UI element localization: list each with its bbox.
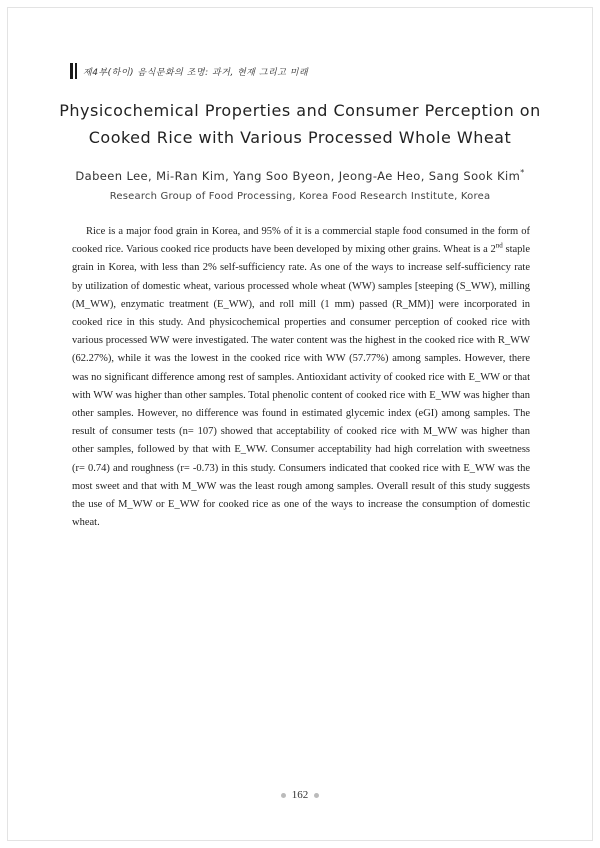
affiliation: Research Group of Food Processing, Korea Food Research Institute, Korea xyxy=(109,191,491,202)
series-title: 제4부(하이) 음식문화의 조명: 과거, 현재 그리고 미래 xyxy=(83,67,309,78)
authors-text: Dabeen Lee, Mi-Ran Kim, Yang Soo Byeon, Jeong-Ae Heo, Sang Sook Kim xyxy=(75,168,521,183)
bullet-dot-icon xyxy=(281,793,286,798)
title-line-1: Physicochemical Properties and Consumer Perception on xyxy=(59,101,541,120)
abstract-superscript: nd xyxy=(495,241,503,250)
page-number: 162 xyxy=(291,789,309,801)
author-list xyxy=(0,168,600,183)
corresponding-author-mark: * xyxy=(520,168,525,177)
abstract-part-2: staple grain in Korea, with less than 2% self-sufficiency rate. As one of the ways to increase self-sufficiency rate by utilization of domestic wheat, various processed whole wheat (WW) samples [steeping (S_WW), milling (M_WW), enzymatic treatment (E_WW), and roll mill (1 mm) passed (R_MM)] were incorporated in cooked rice in this study. And physicochemical properties and consumer perception of cooked rice with various processed WW were investigated. The water content was the highest in the cooked rice with R_WW (62.27%), while it was the lowest in the cooked rice with WW (57.77%) among samples. However, there was no significant difference among rest of samples. Antioxidant activity of cooked rice with E_WW or that with WW was higher than other samples. Total phenolic content of cooked rice with E_WW was higher than other samples. However, no difference was found in estimated glycemic index (eGI) among samples. The result of consumer tests (n= 107) showed that acceptability of cooked rice with M_WW was higher than other samples, followed by that with E_WW. Consumer acceptability had high correlation with sweetness (r= 0.74) and roughness (r= -0.73) in this study. Consumers indicated that cooked rice with E_WW was the most sweet and that with M_WW was the least rough among samples. Overall result of this study suggests the use of M_WW or E_WW for cooked rice as one of the ways to increase the consumption of domestic wheat. xyxy=(72,244,531,529)
running-header xyxy=(70,62,308,80)
paper-title xyxy=(0,97,600,151)
abstract-part-1: Rice is a major food grain in Korea, and 95% of it is a commercial staple food consumed in the form of cooked rice. Various cooked rice products have been developed by mixing other grains. Wheat is a 2 xyxy=(72,226,530,256)
abstract xyxy=(72,223,530,532)
header-bar-thin-icon xyxy=(75,63,77,79)
title-line-2: Cooked Rice with Various Processed Whole Wheat xyxy=(88,128,512,147)
header-bar-icon xyxy=(70,63,73,79)
page-footer xyxy=(0,789,600,801)
bullet-dot-icon xyxy=(314,793,319,798)
